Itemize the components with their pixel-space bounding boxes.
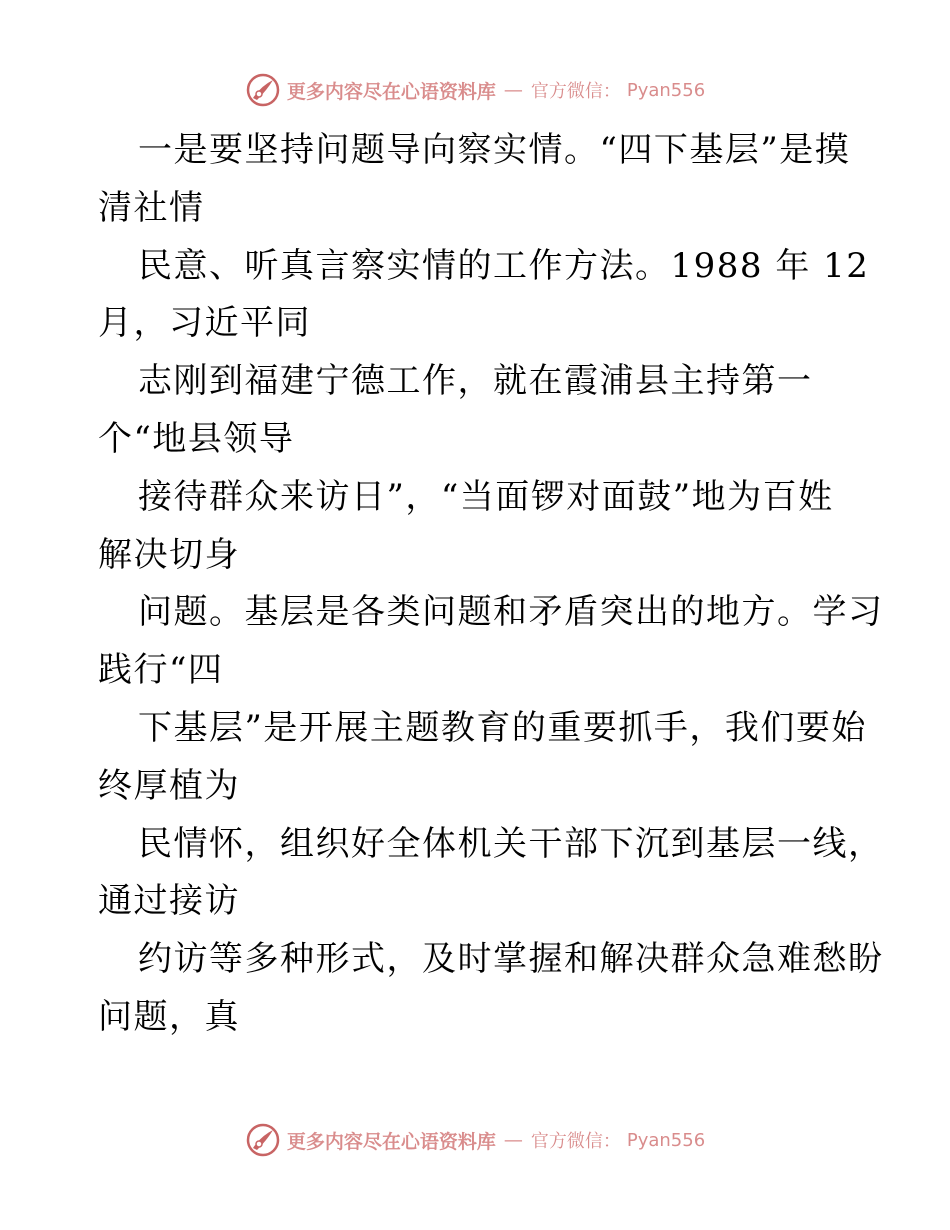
text-line: 解决切身 [98,534,240,575]
text-line: 终厚植为 [98,765,240,806]
watermark-account: Pyan556 [626,79,706,101]
text-line: 个“地县领导 [98,418,295,459]
text-line: 问题，真 [98,996,240,1037]
footer-watermark [0,1120,950,1160]
text-line: 清社情 [98,187,205,228]
watermark-label: 官方微信： [530,81,621,102]
watermark-label: 官方微信： [530,1131,621,1152]
watermark-main-text: 更多内容尽在心语资料库 [286,80,496,103]
text-line: 月，习近平同 [98,303,311,344]
text-line: 接待群众来访日”，“当面锣对面鼓”地为百姓 [138,476,834,517]
header-watermark [0,70,950,110]
watermark-separator: — [503,1129,523,1151]
brush-logo-icon [245,72,281,108]
text-line: 践行“四 [98,650,224,691]
document-body [98,122,884,1047]
text-line: 一是要坚持问题导向察实情。“四下基层”是摸 [138,130,851,170]
text-line: 民情怀，组织好全体机关干部下沉到基层一线， [138,823,884,864]
watermark-main-text: 更多内容尽在心语资料库 [286,1130,496,1153]
text-line: 通过接访 [98,881,240,922]
text-line: 志刚到福建宁德工作，就在霞浦县主持第一 [138,361,813,402]
watermark-separator: — [503,79,523,101]
text-line: 约访等多种形式，及时掌握和解决群众急难愁盼 [138,939,884,980]
text-line: 问题。基层是各类问题和矛盾突出的地方。学习 [138,592,884,633]
watermark-account: Pyan556 [626,1129,706,1151]
text-line: 下基层”是开展主题教育的重要抓手，我们要始 [138,707,867,748]
text-line: 民意、听真言察实情的工作方法。1988 年 12 [138,245,870,286]
brush-logo-icon [245,1122,281,1158]
